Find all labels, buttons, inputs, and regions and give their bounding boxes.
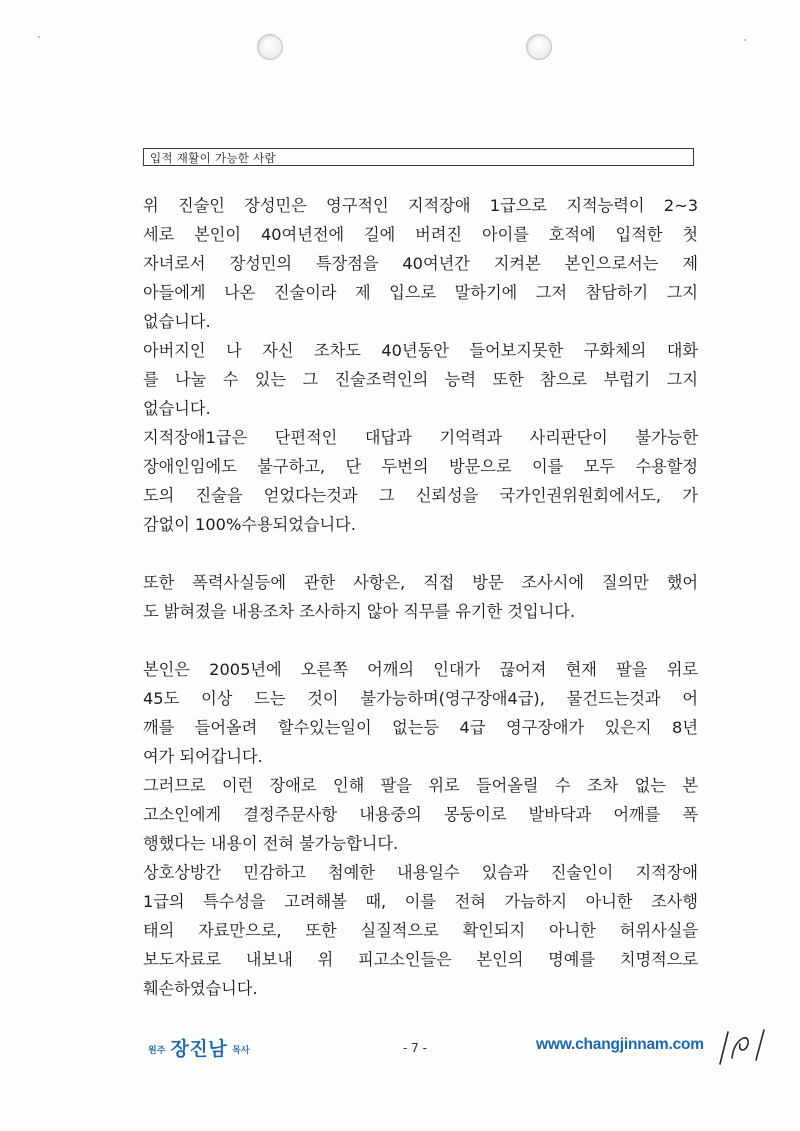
section-title: 입적 재활이 가능한 사람	[150, 151, 276, 165]
scan-speck	[744, 39, 746, 41]
text-line: 위 진술인 장성민은 영구적인 지적장애 1급으로 지적능력이 2~3	[143, 196, 698, 215]
scan-speck	[38, 36, 40, 38]
text-line: 여가 되어갑니다.	[143, 747, 263, 766]
text-line: 상호상방간 민감하고 첨예한 내용일수 있슴과 진술인이 지적장애	[143, 863, 698, 882]
brand-name: 장진남	[170, 1038, 228, 1060]
text-line: 태의 자료만으로, 또한 실질적으로 확인되지 아니한 허위사실을	[143, 921, 698, 940]
text-line: 고소인에게 결정주문사항 내용중의 몽둥이로 발바닥과 어깨를 폭	[143, 805, 698, 824]
text-line: 장애인임에도 불구하고, 단 두번의 방문으로 이를 모두 수용할정	[143, 457, 698, 476]
text-line: 보도자료로 내보내 위 피고소인들은 본인의 명예를 치명적으로	[143, 950, 698, 969]
text-line: 아버지인 나 자신 조차도 40년동안 들어보지못한 구화체의 대화	[143, 341, 698, 360]
paragraph-gap	[143, 539, 698, 568]
section-title-box	[143, 148, 694, 166]
text-line: 깨를 들어올려 할수있는일이 없는등 4급 영구장애가 있은지 8년	[143, 718, 698, 737]
text-line: 도의 진술을 얻었다는것과 그 신뢰성을 국가인권위원회에서도, 가	[143, 486, 698, 505]
body-text	[143, 191, 698, 1003]
text-line: 도 밝혀졌을 내용조차 조사하지 않아 직무를 유기한 것입니다.	[143, 602, 576, 621]
text-line: 훼손하였습니다.	[143, 979, 258, 998]
footer-brand	[148, 1034, 250, 1061]
text-line: 1급의 특수성을 고려해볼 때, 이를 전혀 가늠하지 아니한 조사행	[143, 892, 698, 911]
text-line: 감없이 100%수용되었습니다.	[143, 515, 356, 534]
text-line: 행했다는 내용이 전혀 불가능합니다.	[143, 834, 399, 853]
text-line: 없습니다.	[143, 399, 211, 418]
brand-suffix: 목사	[232, 1046, 250, 1056]
text-line: 지적장애1급은 단편적인 대답과 기억력과 사리판단이 불가능한	[143, 428, 698, 447]
website-link[interactable]: www.changjinnam.com	[536, 1036, 704, 1053]
text-line: 그러므로 이런 장애로 인해 팔을 위로 들어올릴 수 조차 없는 본	[143, 776, 698, 795]
page-number: - 7 -	[403, 1041, 427, 1055]
text-line: 본인은 2005년에 오른쪽 어깨의 인대가 끊어져 현재 팔을 위로	[143, 660, 698, 679]
text-line: 45도 이상 드는 것이 불가능하며(영구장애4급), 물건드는것과 어	[143, 689, 698, 708]
text-line: 자녀로서 장성민의 특장점을 40여년간 지켜본 본인으로서는 제	[143, 254, 698, 273]
text-line: 또한 폭력사실등에 관한 사항은, 직접 방문 조사시에 질의만 했어	[143, 573, 698, 592]
text-line: 세로 본인이 40여년전에 길에 버려진 아이를 호적에 입적한 첫	[143, 225, 698, 244]
text-line: 아들에게 나온 진술이라 제 입으로 말하기에 그저 참담하기 그지	[143, 283, 698, 302]
text-line: 를 나눌 수 있는 그 진술조력인의 능력 또한 참으로 부럽기 그지	[143, 370, 698, 389]
punch-hole-right	[526, 34, 552, 60]
paragraph-gap	[143, 626, 698, 655]
handwritten-page-mark	[712, 1024, 774, 1070]
brand-prefix: 원주	[148, 1046, 166, 1056]
punch-hole-left	[257, 34, 283, 60]
text-line: 없습니다.	[143, 312, 211, 331]
